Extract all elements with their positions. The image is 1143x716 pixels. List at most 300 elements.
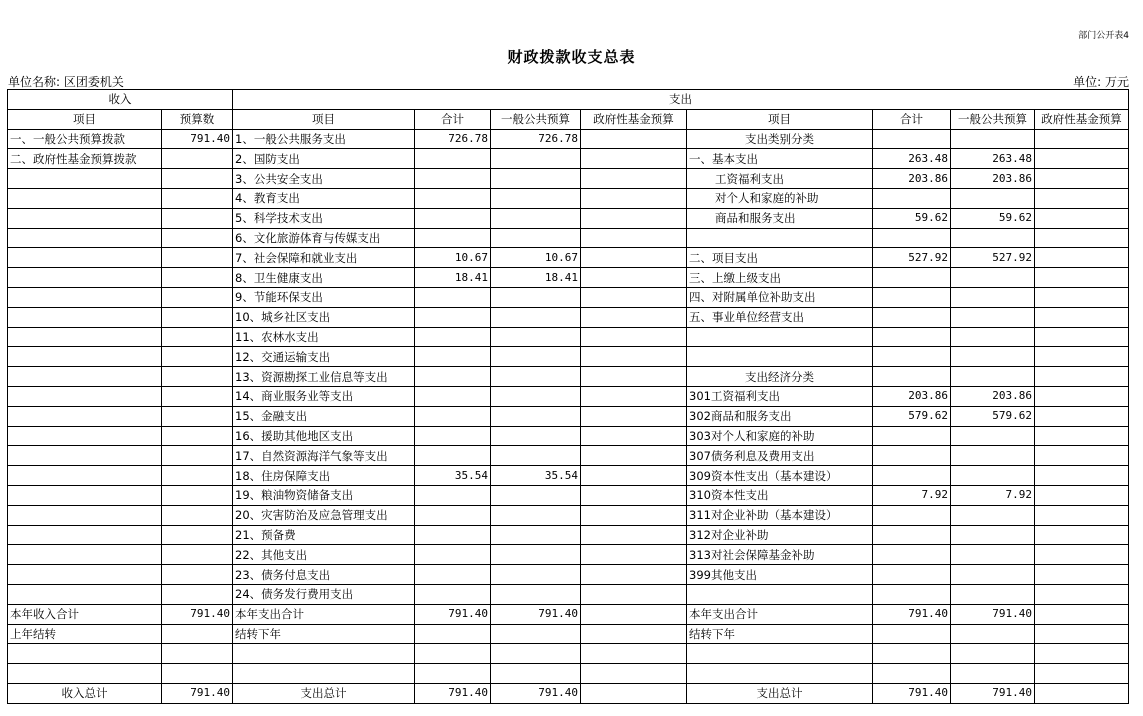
table-cell — [581, 466, 687, 486]
table-cell — [581, 406, 687, 426]
table-cell — [162, 327, 233, 347]
table-cell — [162, 248, 233, 268]
table-cell — [687, 584, 873, 604]
table-cell — [491, 208, 581, 228]
table-row — [8, 664, 1129, 684]
table-row — [8, 307, 1129, 327]
table-cell — [687, 327, 873, 347]
table-cell — [951, 426, 1035, 446]
table-cell: 13、资源勘探工业信息等支出 — [233, 367, 415, 387]
table-cell — [581, 664, 687, 684]
table-cell: 59.62 — [951, 208, 1035, 228]
unit-label: 单位: 万元 — [1073, 75, 1129, 89]
table-cell — [491, 485, 581, 505]
table-cell — [1035, 584, 1129, 604]
table-cell — [1035, 604, 1129, 624]
table-cell — [162, 466, 233, 486]
table-cell — [415, 525, 491, 545]
table-row — [8, 327, 1129, 347]
table-cell: 支出总计 — [687, 683, 873, 703]
table-cell: 203.86 — [873, 386, 951, 406]
corner-label: 部门公开表4 — [1078, 31, 1129, 41]
table-cell — [1035, 505, 1129, 525]
table-cell — [873, 426, 951, 446]
table-cell — [491, 664, 581, 684]
table-cell — [1035, 268, 1129, 288]
table-cell — [581, 367, 687, 387]
table-cell — [162, 624, 233, 644]
table-cell: 791.40 — [873, 604, 951, 624]
table-cell — [581, 149, 687, 169]
table-cell — [415, 367, 491, 387]
table-cell — [162, 565, 233, 585]
table-cell — [415, 644, 491, 664]
table-cell: 1、一般公共服务支出 — [233, 129, 415, 149]
table-cell: 23、债务付息支出 — [233, 565, 415, 585]
table-cell — [8, 664, 162, 684]
table-cell — [951, 367, 1035, 387]
table-cell — [491, 287, 581, 307]
table-cell — [8, 525, 162, 545]
table-cell — [1035, 386, 1129, 406]
table-cell — [491, 426, 581, 446]
table-cell — [162, 406, 233, 426]
table-cell — [8, 208, 162, 228]
table-cell — [491, 624, 581, 644]
table-row — [8, 525, 1129, 545]
table-cell — [951, 664, 1035, 684]
table-cell — [1035, 466, 1129, 486]
table-row — [8, 149, 1129, 169]
table-cell — [8, 188, 162, 208]
table-cell: 579.62 — [873, 406, 951, 426]
col-header: 预算数 — [162, 109, 233, 129]
table-cell — [162, 525, 233, 545]
table-cell — [951, 307, 1035, 327]
table-cell: 20、灾害防治及应急管理支出 — [233, 505, 415, 525]
table-cell — [162, 664, 233, 684]
table-cell — [1035, 644, 1129, 664]
table-cell: 263.48 — [951, 149, 1035, 169]
table-cell — [873, 287, 951, 307]
table-cell — [8, 565, 162, 585]
table-cell — [1035, 565, 1129, 585]
table-cell — [415, 208, 491, 228]
table-cell — [951, 347, 1035, 367]
table-cell: 商品和服务支出 — [687, 208, 873, 228]
table-cell: 收入总计 — [8, 683, 162, 703]
table-cell — [8, 367, 162, 387]
table-row — [8, 604, 1129, 624]
table-row — [8, 584, 1129, 604]
table-cell: 791.40 — [951, 683, 1035, 703]
table-cell — [873, 584, 951, 604]
table-cell — [951, 287, 1035, 307]
table-cell — [162, 268, 233, 288]
table-row — [8, 347, 1129, 367]
table-cell: 对个人和家庭的补助 — [687, 188, 873, 208]
col-header: 政府性基金预算 — [1035, 109, 1129, 129]
table-row — [8, 287, 1129, 307]
table-cell — [951, 545, 1035, 565]
table-row — [8, 466, 1129, 486]
table-cell — [233, 664, 415, 684]
table-cell — [581, 505, 687, 525]
table-cell — [415, 584, 491, 604]
table-cell: 2、国防支出 — [233, 149, 415, 169]
table-cell: 791.40 — [415, 683, 491, 703]
table-cell — [581, 208, 687, 228]
table-cell: 311对企业补助（基本建设） — [687, 505, 873, 525]
table-cell — [491, 505, 581, 525]
table-cell: 203.86 — [873, 169, 951, 189]
table-cell: 一、一般公共预算拨款 — [8, 129, 162, 149]
table-cell — [1035, 367, 1129, 387]
table-cell — [162, 287, 233, 307]
table-cell — [162, 426, 233, 446]
table-cell — [873, 644, 951, 664]
table-cell — [491, 228, 581, 248]
table-row — [8, 426, 1129, 446]
table-cell — [491, 347, 581, 367]
table-row — [8, 565, 1129, 585]
table-cell: 16、援助其他地区支出 — [233, 426, 415, 446]
table-cell: 本年支出合计 — [687, 604, 873, 624]
table-cell: 527.92 — [951, 248, 1035, 268]
table-cell — [8, 248, 162, 268]
table-cell — [1035, 624, 1129, 644]
table-row — [8, 188, 1129, 208]
table-cell — [1035, 525, 1129, 545]
section-header-row — [8, 90, 1129, 110]
table-cell — [873, 327, 951, 347]
col-header: 合计 — [415, 109, 491, 129]
table-cell: 791.40 — [951, 604, 1035, 624]
table-cell: 3、公共安全支出 — [233, 169, 415, 189]
table-cell: 301工资福利支出 — [687, 386, 873, 406]
table-cell — [951, 525, 1035, 545]
table-cell: 二、政府性基金预算拨款 — [8, 149, 162, 169]
table-cell: 7.92 — [951, 485, 1035, 505]
table-row — [8, 446, 1129, 466]
table-cell — [951, 644, 1035, 664]
table-cell — [581, 545, 687, 565]
table-cell — [162, 169, 233, 189]
table-cell — [162, 545, 233, 565]
table-cell: 35.54 — [491, 466, 581, 486]
table-cell — [162, 446, 233, 466]
table-cell — [1035, 208, 1129, 228]
table-cell — [581, 386, 687, 406]
table-cell — [873, 505, 951, 525]
table-row — [8, 129, 1129, 149]
table-cell: 18、住房保障支出 — [233, 466, 415, 486]
table-cell — [873, 565, 951, 585]
table-cell — [415, 545, 491, 565]
table-cell — [233, 644, 415, 664]
table-cell: 307债务利息及费用支出 — [687, 446, 873, 466]
table-cell — [415, 327, 491, 347]
table-cell: 10.67 — [415, 248, 491, 268]
table-cell: 19、粮油物资储备支出 — [233, 485, 415, 505]
table-cell — [873, 188, 951, 208]
table-cell: 22、其他支出 — [233, 545, 415, 565]
table-row — [8, 248, 1129, 268]
table-cell — [581, 228, 687, 248]
table-cell — [1035, 485, 1129, 505]
table-cell: 14、商业服务业等支出 — [233, 386, 415, 406]
table-row — [8, 367, 1129, 387]
table-cell: 工资福利支出 — [687, 169, 873, 189]
table-cell — [8, 347, 162, 367]
table-cell: 5、科学技术支出 — [233, 208, 415, 228]
table-cell — [951, 327, 1035, 347]
table-cell — [491, 584, 581, 604]
table-cell: 303对个人和家庭的补助 — [687, 426, 873, 446]
table-cell — [1035, 169, 1129, 189]
col-header: 合计 — [873, 109, 951, 129]
table-cell — [1035, 664, 1129, 684]
table-cell: 二、项目支出 — [687, 248, 873, 268]
table-cell — [873, 129, 951, 149]
table-cell — [8, 545, 162, 565]
table-cell — [415, 169, 491, 189]
table-cell — [415, 426, 491, 446]
table-cell — [8, 466, 162, 486]
table-cell — [162, 347, 233, 367]
table-cell — [687, 644, 873, 664]
table-cell: 24、债务发行费用支出 — [233, 584, 415, 604]
table-cell — [491, 545, 581, 565]
table-cell: 本年支出合计 — [233, 604, 415, 624]
table-row — [8, 208, 1129, 228]
table-cell — [1035, 545, 1129, 565]
table-cell: 263.48 — [873, 149, 951, 169]
table-cell — [491, 169, 581, 189]
table-cell: 支出总计 — [233, 683, 415, 703]
table-cell — [415, 664, 491, 684]
table-cell — [8, 386, 162, 406]
unit-name: 单位名称: 区团委机关 — [8, 75, 124, 89]
table-cell — [687, 664, 873, 684]
table-cell — [162, 188, 233, 208]
table-cell: 10.67 — [491, 248, 581, 268]
table-cell: 11、农林水支出 — [233, 327, 415, 347]
table-cell — [687, 347, 873, 367]
table-cell: 313对社会保障基金补助 — [687, 545, 873, 565]
table-cell — [581, 169, 687, 189]
col-header: 一般公共预算 — [951, 109, 1035, 129]
table-cell: 791.40 — [162, 604, 233, 624]
table-cell — [415, 485, 491, 505]
table-cell — [491, 565, 581, 585]
table-cell — [1035, 248, 1129, 268]
table-cell: 791.40 — [162, 683, 233, 703]
table-cell: 10、城乡社区支出 — [233, 307, 415, 327]
table-cell: 791.40 — [491, 683, 581, 703]
table-cell — [8, 406, 162, 426]
table-cell — [873, 545, 951, 565]
table-cell — [491, 644, 581, 664]
table-cell — [873, 268, 951, 288]
table-cell — [951, 466, 1035, 486]
table-cell — [162, 644, 233, 664]
table-cell — [1035, 683, 1129, 703]
table-cell: 18.41 — [491, 268, 581, 288]
table-cell — [951, 268, 1035, 288]
table-cell — [581, 485, 687, 505]
table-cell — [873, 446, 951, 466]
table-cell — [8, 327, 162, 347]
table-cell: 8、卫生健康支出 — [233, 268, 415, 288]
table-cell — [581, 446, 687, 466]
table-cell — [873, 307, 951, 327]
table-cell: 59.62 — [873, 208, 951, 228]
table-cell: 310资本性支出 — [687, 485, 873, 505]
table-cell — [581, 287, 687, 307]
table-cell — [8, 644, 162, 664]
table-cell — [581, 188, 687, 208]
table-cell — [581, 426, 687, 446]
expense-section-header: 支出 — [233, 90, 1129, 110]
table-cell: 18.41 — [415, 268, 491, 288]
table-cell: 726.78 — [491, 129, 581, 149]
table-cell — [162, 505, 233, 525]
table-cell: 一、基本支出 — [687, 149, 873, 169]
table-cell — [162, 228, 233, 248]
table-cell: 本年收入合计 — [8, 604, 162, 624]
table-cell: 上年结转 — [8, 624, 162, 644]
table-cell: 五、事业单位经营支出 — [687, 307, 873, 327]
table-cell — [491, 525, 581, 545]
table-cell — [415, 406, 491, 426]
table-row — [8, 505, 1129, 525]
table-cell — [1035, 327, 1129, 347]
table-cell — [581, 248, 687, 268]
table-cell: 309资本性支出（基本建设） — [687, 466, 873, 486]
table-cell — [873, 228, 951, 248]
table-cell — [1035, 287, 1129, 307]
table-cell — [1035, 307, 1129, 327]
col-header: 项目 — [233, 109, 415, 129]
table-cell: 四、对附属单位补助支出 — [687, 287, 873, 307]
table-cell: 结转下年 — [233, 624, 415, 644]
table-cell — [162, 367, 233, 387]
table-cell — [951, 188, 1035, 208]
table-cell: 6、文化旅游体育与传媒支出 — [233, 228, 415, 248]
table-row — [8, 644, 1129, 664]
table-cell — [8, 426, 162, 446]
table-cell — [581, 347, 687, 367]
table-cell: 支出经济分类 — [687, 367, 873, 387]
table-cell — [415, 446, 491, 466]
table-row — [8, 228, 1129, 248]
table-cell — [581, 525, 687, 545]
table-cell: 9、节能环保支出 — [233, 287, 415, 307]
table-cell — [581, 604, 687, 624]
table-cell: 302商品和服务支出 — [687, 406, 873, 426]
table-cell: 203.86 — [951, 386, 1035, 406]
table-cell — [581, 683, 687, 703]
table-cell — [415, 307, 491, 327]
table-cell — [581, 327, 687, 347]
table-cell — [873, 664, 951, 684]
col-header: 政府性基金预算 — [581, 109, 687, 129]
table-cell — [873, 525, 951, 545]
table-cell: 527.92 — [873, 248, 951, 268]
table-cell — [162, 307, 233, 327]
table-cell: 203.86 — [951, 169, 1035, 189]
table-cell — [491, 188, 581, 208]
table-cell — [415, 565, 491, 585]
table-cell — [581, 268, 687, 288]
table-cell: 12、交通运输支出 — [233, 347, 415, 367]
table-cell — [8, 584, 162, 604]
table-cell — [491, 446, 581, 466]
table-cell — [8, 307, 162, 327]
table-cell — [162, 386, 233, 406]
col-header: 项目 — [8, 109, 162, 129]
table-cell: 399其他支出 — [687, 565, 873, 585]
table-cell — [951, 446, 1035, 466]
table-cell: 结转下年 — [687, 624, 873, 644]
table-cell — [873, 347, 951, 367]
table-cell — [873, 466, 951, 486]
table-cell — [162, 584, 233, 604]
table-cell: 312对企业补助 — [687, 525, 873, 545]
table-cell — [415, 188, 491, 208]
table-cell — [491, 327, 581, 347]
table-cell — [8, 268, 162, 288]
table-cell — [1035, 426, 1129, 446]
table-cell — [951, 624, 1035, 644]
table-cell — [873, 367, 951, 387]
table-cell: 726.78 — [415, 129, 491, 149]
table-cell — [581, 644, 687, 664]
table-cell — [8, 446, 162, 466]
table-cell: 7、社会保障和就业支出 — [233, 248, 415, 268]
table-row — [8, 683, 1129, 703]
table-cell: 791.40 — [491, 604, 581, 624]
table-cell — [8, 287, 162, 307]
table-cell — [415, 347, 491, 367]
table-cell — [491, 307, 581, 327]
table-cell: 7.92 — [873, 485, 951, 505]
page-title: 财政拨款收支总表 — [507, 48, 636, 66]
table-cell — [162, 485, 233, 505]
table-cell — [491, 367, 581, 387]
table-cell: 三、上缴上级支出 — [687, 268, 873, 288]
table-cell — [415, 228, 491, 248]
table-row — [8, 624, 1129, 644]
table-row — [8, 485, 1129, 505]
table-cell — [415, 287, 491, 307]
table-cell — [1035, 228, 1129, 248]
table-cell — [491, 406, 581, 426]
table-cell: 791.40 — [415, 604, 491, 624]
table-cell — [1035, 347, 1129, 367]
table-row — [8, 545, 1129, 565]
table-cell: 579.62 — [951, 406, 1035, 426]
table-cell — [415, 624, 491, 644]
table-cell — [8, 228, 162, 248]
table-row — [8, 268, 1129, 288]
table-cell — [1035, 188, 1129, 208]
col-header: 项目 — [687, 109, 873, 129]
table-cell — [415, 149, 491, 169]
table-cell — [581, 307, 687, 327]
table-cell: 791.40 — [873, 683, 951, 703]
